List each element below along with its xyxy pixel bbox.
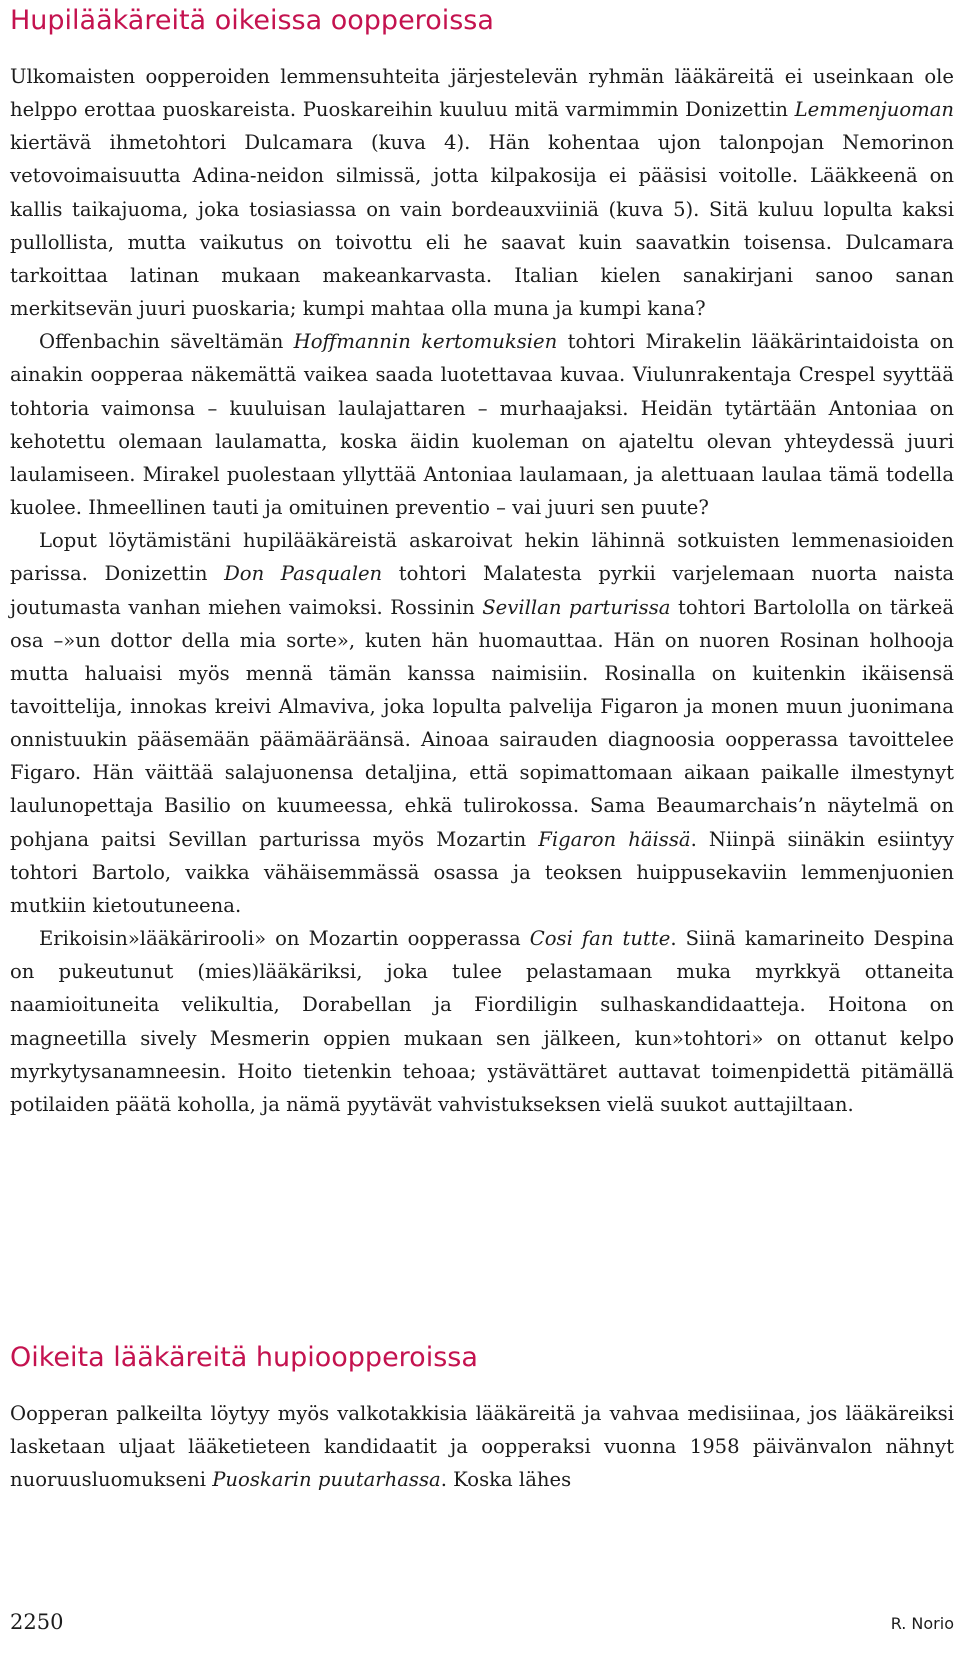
section-body-oikeita-laakareita (10, 1397, 954, 1496)
italic-title: Hoffmannin kertomuksien (293, 330, 558, 354)
text-run: Offenbachin säveltämän (39, 330, 294, 354)
text-run: Erikoisin»lääkärirooli» on Mozartin oopperassa (39, 927, 530, 951)
page-number: 2250 (10, 1610, 64, 1634)
text-run: kiertävä ihmetohtori Dulcamara (kuva 4). Hän kohentaa ujon talonpojan Nemorinon vetovoimaisuutta Adina-neidon silmissä, jotta kilpakosija ei pääsisi voitolle. Lääkkeenä on kallis taikajuoma, joka tosiasiassa on vain bordeauxviiniä (kuva 5). Sitä kuluu lopulta kaksi pullollista, mutta vaikutus on toivottu eli he saavat kuin saavatkin toisensa. Dulcamara tarkoittaa latinan mukaan makeankarvasta. Italian kielen sanakirjani sanoo sanan merkitsevän juuri puoskaria; kumpi mahtaa olla muna ja kumpi kana? (10, 131, 954, 321)
text-run: tohtori Bartololla on tärkeä osa –»un dottor della mia sorte», kuten hän huomauttaa. Hän on nuoren Rosinan holhooja mutta haluaisi myös mennä tämän kanssa naimisiin. Rosinalla on kuitenkin ikäisensä tavoittelija, innokas kreivi Almaviva, joka lopulta palvelija Figaron ja monen muun juonimana onnistuukin pääsemään päämääräänsä. Ainoaa sairauden diagnoosia oopperassa tavoittelee Figaro. Hän väittää salajuonensa detaljina, että sopimattomaan aikaan paikalle ilmestynyt laulunopettaja Basilio on kuumeessa, ehkä tulirokossa. Sama Beaumarchais’n näytelmä on pohjana paitsi Sevillan parturissa myös Mozartin (10, 595, 955, 851)
paragraph (10, 922, 954, 1121)
section-heading-hupilaakarit: Hupilääkäreitä oikeissa oopperoissa (10, 5, 494, 36)
document-page (10, 0, 954, 1654)
paragraph (10, 524, 954, 922)
paragraph (10, 1397, 954, 1496)
text-run: tohtori Mirakelin lääkärintaidoista on ainakin oopperaa näkemättä vaikea saada luotettavaa kuvaa. Viulunrakentaja Crespel syyttää tohtoria vaimonsa – kuuluisan laulajattaren – murhaajaksi. Heidän tytärtään Antoniaa on kehotettu olemaan laulamatta, koska äidin kuoleman on ajateltu olevan yhteydessä juuri laulamiseen. Mirakel puolestaan yllyttää Antoniaa laulamaan, ja alettuaan laulaa tämä todella kuolee. Ihmeellinen tauti ja omituinen preventio – vai juuri sen puute? (10, 330, 955, 520)
italic-title: Cosi fan tutte (529, 927, 671, 951)
text-run: . Koska lähes (440, 1468, 572, 1492)
italic-title: Puoskarin puutarhassa (212, 1468, 441, 1492)
text-run: Oopperan palkeilta löytyy myös valkotakkisia lääkäreitä ja vahvaa medisiinaa, jos lääkäreiksi lasketaan uljaat lääketieteen kandidaatit ja oopperaksi vuonna 1958 päivänvalon nähnyt nuoruusluomukseni (10, 1402, 954, 1492)
text-run: tohtori Malatesta pyrkii varjelemaan nuorta naista joutumasta vanhan miehen vaimoksi. Rossinin (10, 562, 955, 619)
section-heading-oikeita-laakareita: Oikeita lääkäreitä hupioopperoissa (10, 1342, 478, 1373)
italic-title: Sevillan parturissa (482, 595, 671, 619)
section-body-hupilaakarit (10, 60, 954, 1121)
paragraph (10, 325, 954, 524)
italic-title: Don Pasqualen (224, 562, 383, 586)
author-name: R. Norio (890, 1614, 954, 1633)
text-run: . Siinä kamarineito Despina on pukeutunut (mies)lääkäriksi, joka tulee pelastamaan muka myrkkyä ottaneita naamioituneita velikultia, Dorabellan ja Fiordiligin sulhaskandidaatteja. Hoitona on magneetilla sively Mesmerin oppien mukaan sen jälkeen, kun»tohtori» on ottanut kelpo myrkytysanamneesin. Hoito tietenkin tehoaa; ystävättäret auttavat toimenpidettä pitämällä potilaiden päätä koholla, ja nämä pyytävät vahvistukseksen vielä suukot auttajiltaan. (10, 927, 955, 1116)
paragraph (10, 60, 954, 325)
text-run: . Niinpä siinäkin esiintyy tohtori Bartolo, vaikka vähäisemmässä osassa ja teoksen huippusekaviin lemmenjuonien mutkiin kietoutuneena. (10, 827, 954, 917)
italic-title: Figaron häissä (538, 827, 691, 851)
text-run: Ulkomaisten oopperoiden lemmensuhteita järjestelevän ryhmän lääkäreitä ei useinkaan ole helppo erottaa puoskareista. Puoskareihin kuuluu mitä varmimmin Donizettin (10, 65, 954, 122)
text-run: Loput löytämistäni hupilääkäreistä askaroivat hekin lähinnä sotkuisten lemmenasioiden parissa. Donizettin (10, 529, 954, 586)
italic-title: Lemmenjuoman (794, 98, 954, 122)
